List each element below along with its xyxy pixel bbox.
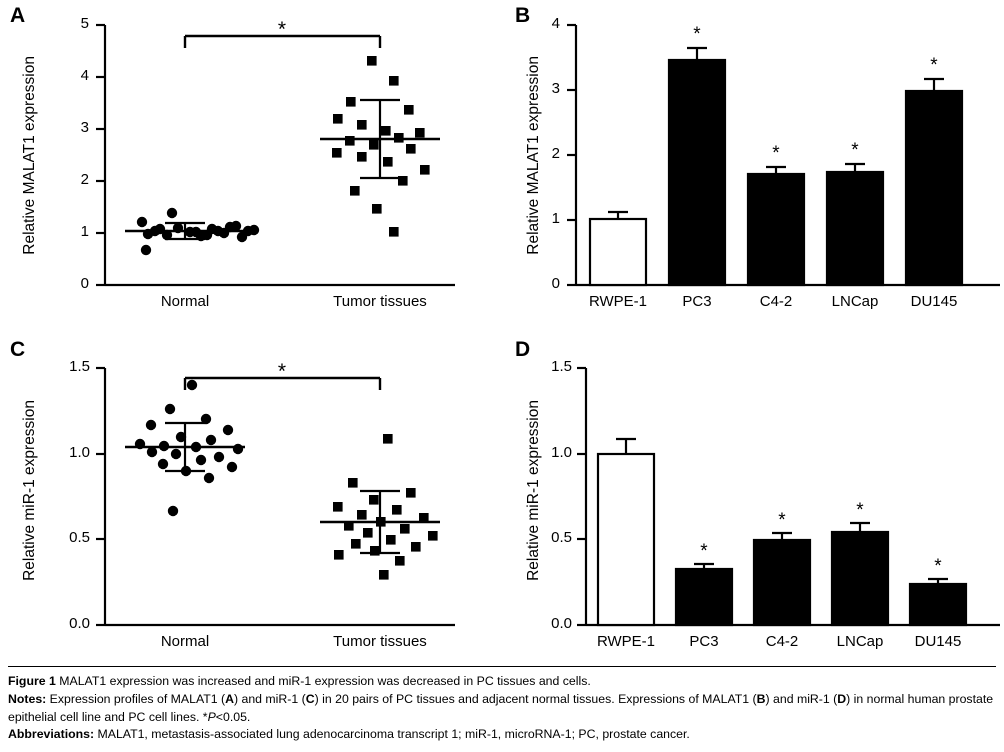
caption-notes-1: Expression profiles of MALAT1 (: [46, 691, 226, 706]
svg-text:*: *: [277, 360, 287, 383]
panel-c-ylabel-wrap: [10, 380, 50, 600]
panel-d-ytick-2: 1.0: [551, 444, 572, 461]
panel-b-ytick-0: 0: [551, 275, 560, 292]
svg-text:*: *: [851, 140, 859, 161]
panel-b-letter: B: [515, 4, 531, 27]
panel-d-xcat-lncap: LNCap: [836, 633, 884, 650]
svg-text:*: *: [700, 541, 708, 562]
panel-d: [500, 330, 1004, 660]
caption-notes-3: ) in 20 pairs of PC tissues and adjacent normal tissues. Expressions of MALAT1 (: [314, 691, 757, 706]
caption-notes-4: ) and miR-1 (: [765, 691, 838, 706]
svg-text:*: *: [277, 18, 287, 41]
svg-text:*: *: [934, 556, 942, 577]
panel-c-ytick-2: 1.0: [69, 444, 90, 461]
caption-abbrev-label: Abbreviations:: [8, 727, 95, 742]
figure-caption: [8, 666, 996, 744]
panel-a-xcat-tumor: Tumor tissues: [333, 293, 427, 310]
panel-a-letter: A: [10, 4, 26, 27]
panel-d-xcat-du145: DU145: [914, 633, 962, 650]
panel-c-ytick-0: 0.0: [69, 615, 90, 632]
panel-d-letter: D: [515, 338, 531, 361]
caption-abbrev-text: MALAT1, metastasis-associated lung adenocarcinoma transcript 1; miR-1, microRNA-1; PC, prostate cancer.: [94, 727, 690, 742]
caption-divider: [8, 666, 996, 667]
panel-d-ytick-0: 0.0: [551, 615, 572, 632]
caption-ref-b: B: [756, 691, 766, 706]
svg-text:*: *: [693, 24, 701, 45]
panel-c-plot: [0, 330, 500, 660]
svg-text:*: *: [930, 55, 938, 76]
panel-b: [500, 0, 1004, 330]
caption-p-italic: P: [207, 709, 216, 724]
panel-d-ytick-3: 1.5: [551, 358, 572, 375]
panel-b-ytick-4: 4: [551, 15, 560, 32]
panel-d-xcat-rwpe1: RWPE-1: [596, 633, 656, 650]
svg-text:*: *: [772, 143, 780, 164]
panel-a-ytick-4: 4: [80, 67, 89, 84]
panel-a-ylabel-wrap: [10, 40, 50, 270]
svg-text:*: *: [778, 510, 786, 531]
panel-c-letter: C: [10, 338, 26, 361]
panel-c: [0, 330, 500, 660]
panel-d-xcat-c42: C4-2: [765, 633, 799, 650]
caption-notes-2: ) and miR-1 (: [233, 691, 306, 706]
panel-d-ylabel-wrap: [514, 380, 554, 600]
panel-c-xcat-normal: Normal: [160, 633, 210, 650]
panel-a-ytick-3: 3: [80, 119, 89, 136]
panel-b-plot: [500, 0, 1004, 330]
caption-notes-6: <0.05.: [215, 709, 251, 724]
panel-a-ytick-5: 5: [80, 15, 89, 32]
panel-c-ytick-1: 0.5: [69, 529, 90, 546]
caption-title-text: MALAT1 expression was increased and miR-1 expression was decreased in PC tissues and cells.: [55, 674, 591, 688]
panel-b-ylabel: Relative MALAT1 expression: [525, 55, 543, 255]
panel-a-xcat-normal: Normal: [160, 293, 210, 310]
caption-notes-line: [8, 691, 996, 727]
panel-d-xcat-pc3: PC3: [689, 633, 719, 650]
caption-notes-5: ) in normal human prostate epithelial cell line and PC cell lines. *: [8, 691, 994, 724]
panel-d-plot: [500, 330, 1004, 660]
panel-c-ylabel: Relative miR-1 expression: [21, 399, 39, 581]
panel-d-ylabel: Relative miR-1 expression: [525, 399, 543, 581]
panel-b-xcat-du145: DU145: [910, 293, 958, 310]
caption-ref-c: C: [305, 691, 315, 706]
caption-notes-label: Notes:: [8, 691, 47, 706]
caption-figure-label: Figure 1: [8, 674, 56, 688]
caption-title-line: [8, 673, 996, 691]
panel-a: [0, 0, 500, 330]
caption-ref-a: A: [225, 691, 234, 706]
panel-c-xcat-tumor: Tumor tissues: [333, 633, 427, 650]
svg-text:*: *: [856, 500, 864, 521]
panel-a-ytick-2: 2: [80, 171, 89, 188]
panel-b-xcat-lncap: LNCap: [831, 293, 879, 310]
panel-d-ytick-1: 0.5: [551, 529, 572, 546]
panel-c-ytick-3: 1.5: [69, 358, 90, 375]
panel-b-xcat-pc3: PC3: [682, 293, 712, 310]
panel-a-ytick-0: 0: [80, 275, 89, 292]
panel-b-xcat-c42: C4-2: [759, 293, 793, 310]
panel-b-ytick-1: 1: [551, 210, 560, 227]
caption-ref-d: D: [837, 691, 847, 706]
panel-b-ytick-3: 3: [551, 80, 560, 97]
panel-a-ylabel: Relative MALAT1 expression: [21, 55, 39, 255]
caption-abbrev-line: [8, 726, 996, 744]
panel-a-ytick-1: 1: [80, 223, 89, 240]
panel-b-xcat-rwpe1: RWPE-1: [588, 293, 648, 310]
panel-b-ytick-2: 2: [551, 145, 560, 162]
